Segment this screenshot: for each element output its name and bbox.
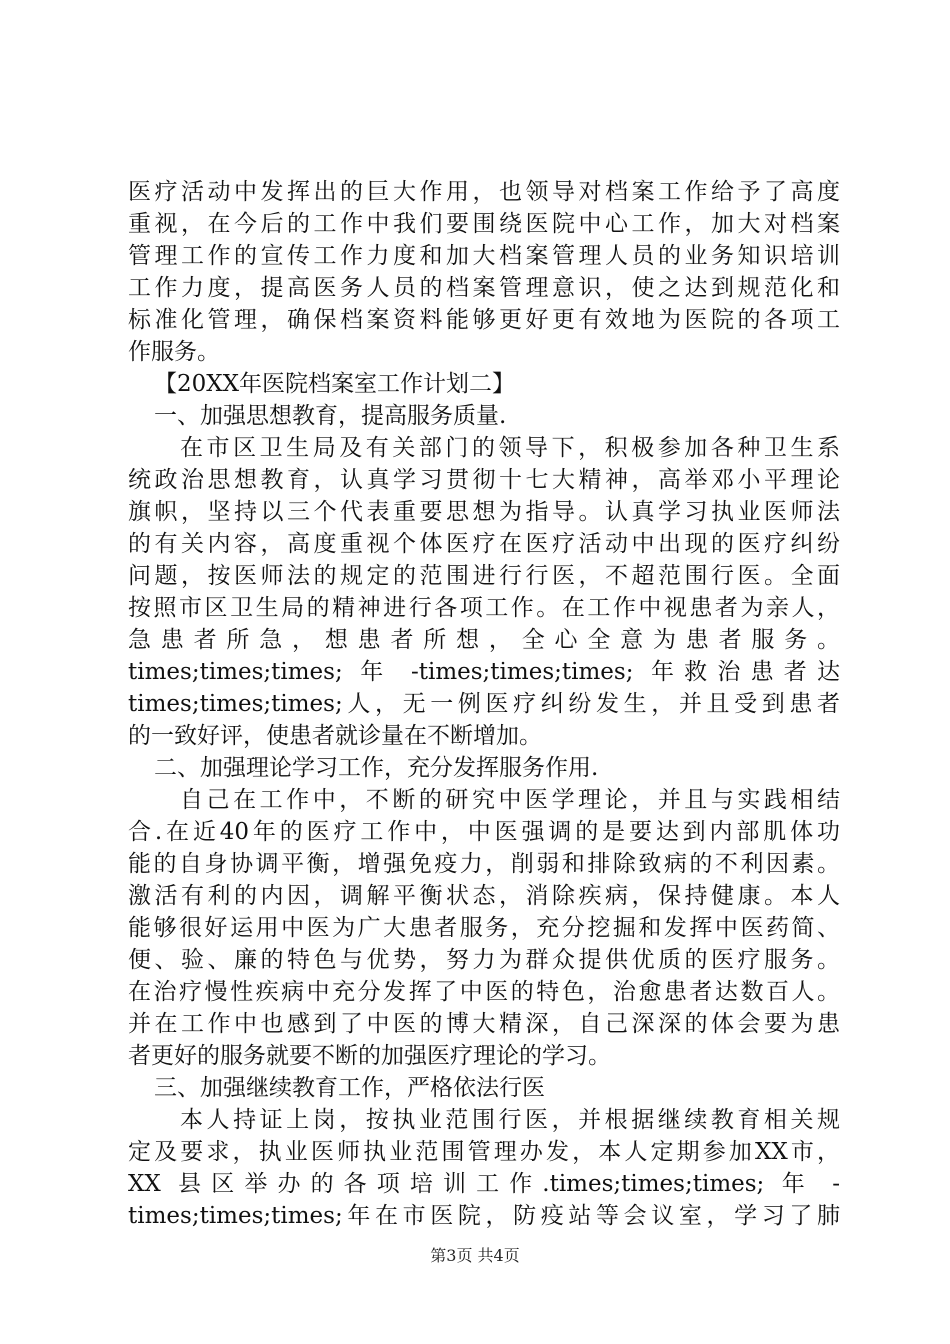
text-line: 能够很好运用中医为广大患者服务，充分挖掘和发挥中医药简、 — [128, 915, 840, 941]
text-line: 者更好的服务就要不断的加强医疗理论的学习。 — [128, 1043, 611, 1069]
text-line: 旗帜，坚持以三个代表重要思想为指导。认真学习执业医师法 — [128, 499, 840, 525]
text-line: 三、加强继续教育工作，严格依法行医 — [154, 1075, 545, 1101]
text-line: 自己在工作中，不断的研究中医学理论，并且与实践相结 — [180, 787, 840, 813]
text-line: 重视，在今后的工作中我们要围绕医院中心工作，加大对档案 — [128, 211, 840, 237]
page-footer: 第3页 共4页 — [430, 1246, 520, 1265]
text-line: 便、验、廉的特色与优势，努力为群众提供优质的医疗服务。 — [128, 947, 840, 973]
text-line: 统政治思想教育，认真学习贯彻十七大精神，高举邓小平理论 — [128, 467, 840, 493]
text-line: 二、加强理论学习工作，充分发挥服务作用. — [154, 755, 599, 781]
text-line: 【20XX年医院档案室工作计划二】 — [154, 371, 516, 397]
text-line: 标准化管理，确保档案资料能够更好更有效地为医院的各项工 — [128, 307, 840, 333]
text-line: times;times;times;人，无一例医疗纠纷发生，并且受到患者 — [128, 691, 840, 717]
text-line: 能的自身协调平衡，增强免疫力，削弱和排除致病的不利因素。 — [128, 851, 840, 877]
text-line: 本人持证上岗，按执业范围行医，并根据继续教育相关规 — [180, 1107, 840, 1133]
text-line: 在治疗慢性疾病中充分发挥了中医的特色，治愈患者达数百人。 — [128, 979, 840, 1005]
text-line: 一、加强思想教育，提高服务质量. — [154, 403, 507, 429]
text-line: 作服务。 — [128, 339, 220, 365]
text-line: 并在工作中也感到了中医的博大精深，自己深深的体会要为患 — [128, 1011, 840, 1037]
text-line: 工作力度，提高医务人员的档案管理意识，使之达到规范化和 — [128, 275, 840, 301]
text-line: 管理工作的宣传工作力度和加大档案管理人员的业务知识培训 — [128, 243, 840, 269]
text-line: times;times;times;年在市医院，防疫站等会议室，学习了肺 — [128, 1203, 840, 1229]
document-body — [128, 176, 840, 1232]
text-line: 问题，按医师法的规定的范围进行行医，不超范围行医。全面 — [128, 563, 840, 589]
text-line: 的一致好评，使患者就诊量在不断增加。 — [128, 723, 542, 749]
text-line: 激活有利的内因，调解平衡状态，消除疾病，保持健康。本人 — [128, 883, 840, 909]
text-line: 按照市区卫生局的精神进行各项工作。在工作中视患者为亲人， — [128, 595, 840, 621]
text-line: 定及要求，执业医师执业范围管理办发，本人定期参加XX市， — [128, 1139, 840, 1165]
text-line: 在市区卫生局及有关部门的领导下，积极参加各种卫生系 — [180, 435, 840, 461]
text-line: 医疗活动中发挥出的巨大作用，也领导对档案工作给予了高度 — [128, 179, 840, 205]
text-line: times;times;times; 年 -times;times;times; 年救治患者达 — [128, 659, 840, 685]
text-line: XX 县区举办的各项培训工作.times;times;times; 年 - — [128, 1171, 840, 1197]
text-line: 的有关内容，高度重视个体医疗在医疗活动中出现的医疗纠纷 — [128, 531, 840, 557]
text-line: 合.在近40年的医疗工作中，中医强调的是要达到内部肌体功 — [128, 819, 840, 845]
text-line: 急患者所急，想患者所想，全心全意为患者服务。 — [128, 627, 840, 653]
